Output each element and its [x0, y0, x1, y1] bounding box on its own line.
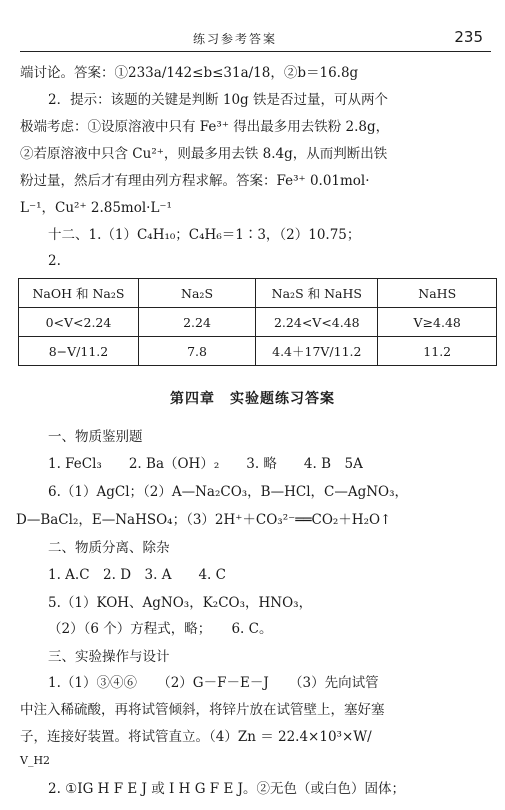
text-line: 5.（1）KOH、AgNO₃，K₂CO₃，HNO₃，	[48, 595, 313, 611]
text-line: L⁻¹，Cu²⁺ 2.85mol·L⁻¹	[20, 200, 172, 216]
text-line: 2.	[48, 253, 61, 269]
text-line: 端讨论。答案：①233a/142≤b≤31a/18，②b＝16.8g	[20, 65, 359, 81]
table-cell: 4.4＋17V/11.2	[256, 337, 378, 366]
text-line: 子，连接好装置。将试管直立。（4）Zn ＝ 22.4×10³×W/	[20, 729, 372, 745]
text-line: 1. A.C 2. D 3. A 4. C	[48, 567, 226, 583]
text-line: 十二、1.（1）C₄H₁₀；C₄H₆＝1∶3，（2）10.75；	[48, 227, 361, 243]
table-cell: 8−V/11.2	[19, 337, 139, 366]
table-header-cell: Na₂S 和 NaHS	[256, 279, 378, 308]
table-cell: 0<V<2.24	[19, 308, 139, 337]
text-line: 6.（1）AgCl；（2）A—Na₂CO₃，B—HCl，C—AgNO₃，	[48, 484, 409, 500]
table-row	[19, 337, 497, 366]
table-cell: V≥4.48	[378, 308, 497, 337]
chapter-title: 第四章 实验题练习答案	[170, 391, 335, 407]
section-heading: 三、实验操作与设计	[48, 649, 170, 665]
running-header	[0, 28, 505, 50]
data-table	[18, 278, 497, 366]
table-cell: 2.24<V<4.48	[256, 308, 378, 337]
section-heading: 二、物质分离、除杂	[48, 540, 170, 556]
section-heading: 一、物质鉴别题	[48, 429, 143, 445]
table-row	[19, 308, 497, 337]
text-line: D—BaCl₂，E—NaHSO₄；（3）2H⁺＋CO₃²⁻══CO₂＋H₂O↑	[16, 512, 392, 528]
table-cell: 7.8	[138, 337, 255, 366]
text-line: 1.（1）③④⑥ （2）G－F－E－J （3）先向试管	[48, 675, 379, 691]
table-header-cell: NaOH 和 Na₂S	[19, 279, 139, 308]
table-header-cell: NaHS	[378, 279, 497, 308]
table-header-row	[19, 279, 497, 308]
header-title: 练习参考答案	[192, 32, 277, 46]
table-cell: 2.24	[138, 308, 255, 337]
header-rule	[20, 51, 491, 52]
table-header-cell: Na₂S	[138, 279, 255, 308]
text-line: 中注入稀硫酸，再将试管倾斜，将锌片放在试管壁上，塞好塞	[20, 702, 385, 718]
table-cell: 11.2	[378, 337, 497, 366]
text-line: 2. ①IG H F E J 或 I H G F E J。②无色（或白色）固体；	[48, 781, 406, 797]
text-line: 极端考虑：①设原溶液中只有 Fe³⁺ 得出最多用去铁粉 2.8g，	[20, 119, 390, 135]
text-line: （2）（6 个）方程式，略； 6. C。	[48, 621, 273, 637]
text-line: 粉过量，然后才有理由列方程求解。答案：Fe³⁺ 0.01mol·	[20, 173, 370, 189]
text-line: ②若原溶液中只含 Cu²⁺，则最多用去铁 8.4g，从而判断出铁	[20, 146, 388, 162]
text-line: 2．提示：该题的关键是判断 10g 铁是否过量，可从两个	[48, 92, 388, 108]
text-line: 1. FeCl₃ 2. Ba（OH）₂ 3. 略 4. B 5A	[48, 456, 363, 472]
text-line: V_H2	[20, 754, 51, 767]
page-number: 235	[454, 28, 483, 46]
